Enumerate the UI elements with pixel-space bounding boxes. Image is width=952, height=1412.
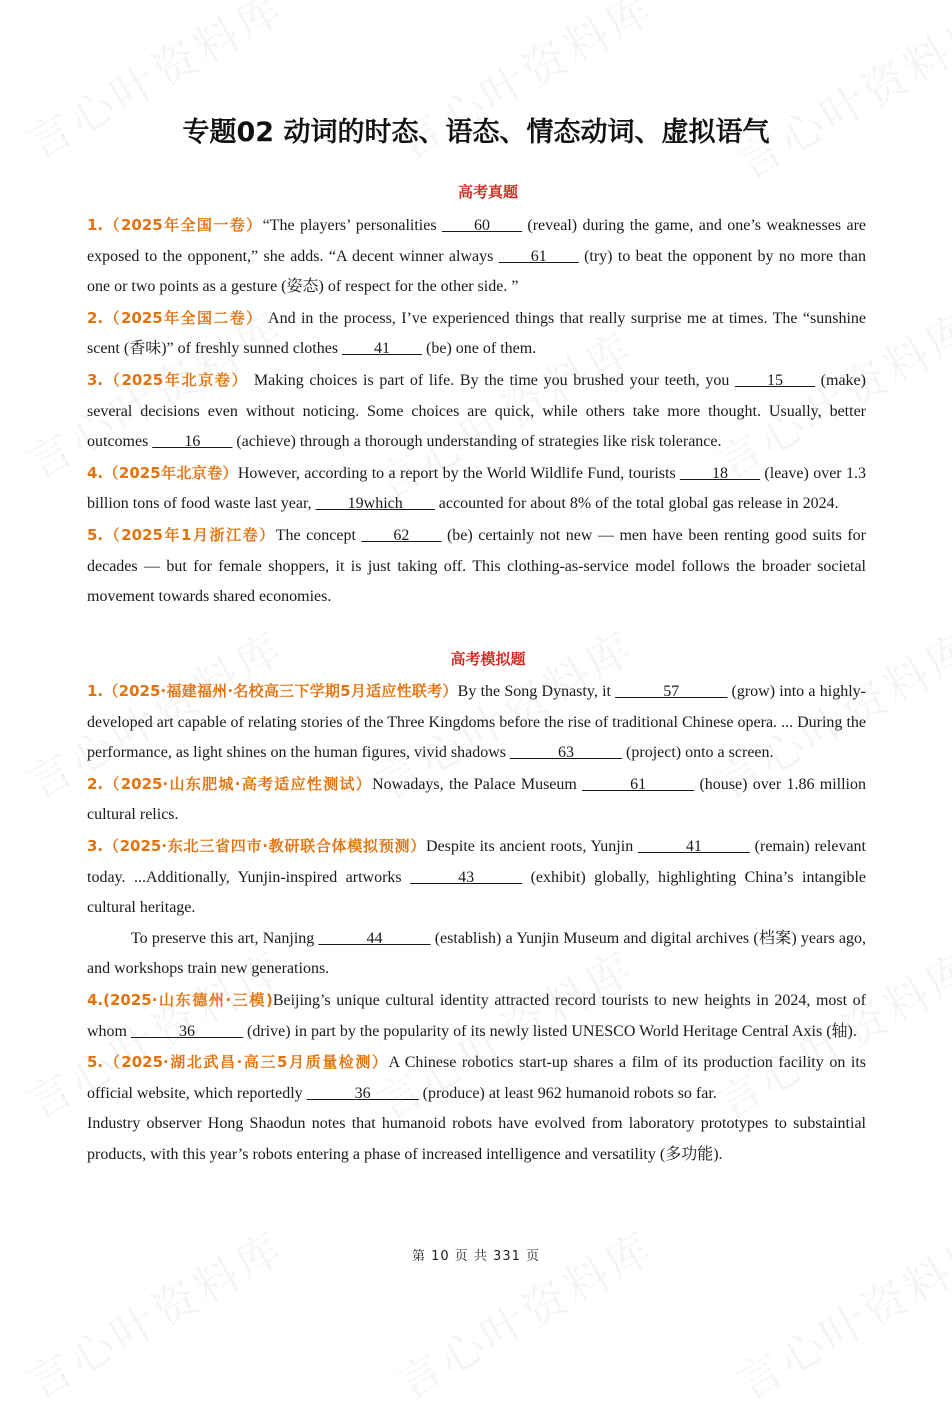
question-source: 4.(2025·山东德州·三模) xyxy=(87,990,273,1009)
question-source: 2.（2025年全国二卷） xyxy=(87,308,263,327)
answer-blank: ______61______ xyxy=(582,775,695,793)
answer-blank: ____15____ xyxy=(735,371,816,389)
watermark xyxy=(723,1212,952,1411)
answer-blank: ______41______ xyxy=(637,837,750,855)
answer-blank: ____62____ xyxy=(361,526,442,544)
question-source: 3.（2025年北京卷） xyxy=(87,370,249,389)
question-source: 1.（2025·福建福州·名校高三下学期5月适应性联考） xyxy=(87,682,458,700)
question: 5.（2025年1月浙江卷）The concept ____62____ (be) certainly not new — men have been renting good suits for decades — but for female shoppers, it is just taking off. This clothing-as-service model follows the broader societal movement towards shared economies. xyxy=(87,525,866,606)
answer-blank: ______44______ xyxy=(318,929,431,947)
question-source: 2.（2025·山东肥城·高考适应性测试） xyxy=(87,774,373,793)
answer-blank: ____41____ xyxy=(342,340,423,358)
mock-questions xyxy=(87,676,866,1171)
answer-blank: ____60____ xyxy=(441,217,522,234)
page-footer: 第 10 页 共 331 页 xyxy=(411,1249,541,1264)
question: 4.(2025·山东德州·三模)Beijing’s unique cultural identity attracted record tourists to new heights in 2024, most of whom ______36______ (drive) in part by the popularity of its newly listed UNESCO World Heritage Central Axis (轴). xyxy=(87,990,866,1040)
answer-blank: ____61____ xyxy=(498,247,579,265)
answer-blank: ______43______ xyxy=(410,868,523,886)
section-heading-mock: 高考模拟题 xyxy=(450,650,526,668)
watermark xyxy=(723,0,952,192)
question: 2.（2025年全国二卷） And in the process, I’ve experienced things that really surprise me at times. The “sunshine scent (香味)” of freshly sunned clothes ____41____ (be) one of them. xyxy=(87,308,867,358)
exam-questions xyxy=(87,210,866,613)
question: 3.（2025年北京卷） Making choices is part of life. By the time you brushed your teeth, you ____15____ (make) several decisions even without noticing. Some choices are quick, while others take more thought. Usually, better outcomes ____16____ (achieve) through a thorough understanding of strategies like risk tolerance. xyxy=(87,370,866,451)
question: 5.（2025·湖北武昌·高三5月质量检测）A Chinese robotics start-up shares a film of its production facility on its official website, which reportedly ______36______ (produce) at least 962 humanoid robots so far. xyxy=(87,1053,867,1102)
watermark xyxy=(13,1212,294,1411)
question-source: 5.（2025·湖北武昌·高三5月质量检测） xyxy=(87,1053,389,1072)
question: 2.（2025·山东肥城·高考适应性测试）Nowadays, the Palace Museum ______61______ (house) over 1.86 million cultural relics. xyxy=(87,774,867,824)
question-source: 1.（2025年全国一卷） xyxy=(87,216,263,234)
question-source: 3.（2025·东北三省四市·教研联合体模拟预测） xyxy=(87,836,426,855)
question-source: 5.（2025年1月浙江卷） xyxy=(87,525,276,544)
answer-blank: ____16____ xyxy=(152,433,233,451)
question: 4.（2025年北京卷）However, according to a report by the World Wildlife Fund, tourists ____18____ (leave) over 1.3 billion tons of food waste last year, ____19which____ accounted for about 8% of the total global gas release in 2024. xyxy=(87,463,866,513)
question: 1.（2025年全国一卷）“The players’ personalities ____60____ (reveal) during the game, and one’s weaknesses are exposed to the opponent,” she adds. “A decent winner always ____61____ (try) to beat the opponent by no more than one or two points as a gesture (姿态) of respect for the other side. ” xyxy=(87,216,867,296)
answer-blank: ______63______ xyxy=(510,744,623,762)
answer-blank: ____19which____ xyxy=(315,495,435,513)
question-continuation: To preserve this art, Nanjing ______44______ (establish) a Yunjin Museum and digital archives (档案) years ago, and workshops train new generations. xyxy=(87,929,866,978)
section-heading-exam: 高考真题 xyxy=(457,183,518,201)
answer-blank: ______57______ xyxy=(615,683,728,700)
question-continuation: Industry observer Hong Shaodun notes that humanoid robots have evolved from laboratory prototypes to substaintial products, with this year’s robots entering a phase of increased intelligence and versatility (多功能). xyxy=(87,1115,866,1163)
watermark xyxy=(383,1212,664,1411)
question: 3.（2025·东北三省四市·教研联合体模拟预测）Despite its ancient roots, Yunjin ______41______ (remain) relevant today. ...Additionally, Yunjin-inspired artworks ______43______ (exhibit) globally, highlighting China’s intangible cultural heritage. xyxy=(87,836,867,917)
answer-blank: ______36______ xyxy=(131,1022,243,1040)
question: 1.（2025·福建福州·名校高三下学期5月适应性联考）By the Song Dynasty, it ______57______ (grow) into a highly-developed art capable of relating stories of the Three Kingdoms before the rise of traditional Chinese opera. ... During the performance, as light shines on the human figures, vivid shadows ______63______ (project) onto a screen. xyxy=(87,682,867,762)
question-source: 4.（2025年北京卷） xyxy=(87,463,238,482)
answer-blank: ____18____ xyxy=(680,464,761,482)
answer-blank: ______36______ xyxy=(306,1084,419,1102)
page-title: 专题02 动词的时态、语态、情态动词、虚拟语气 xyxy=(182,117,770,148)
